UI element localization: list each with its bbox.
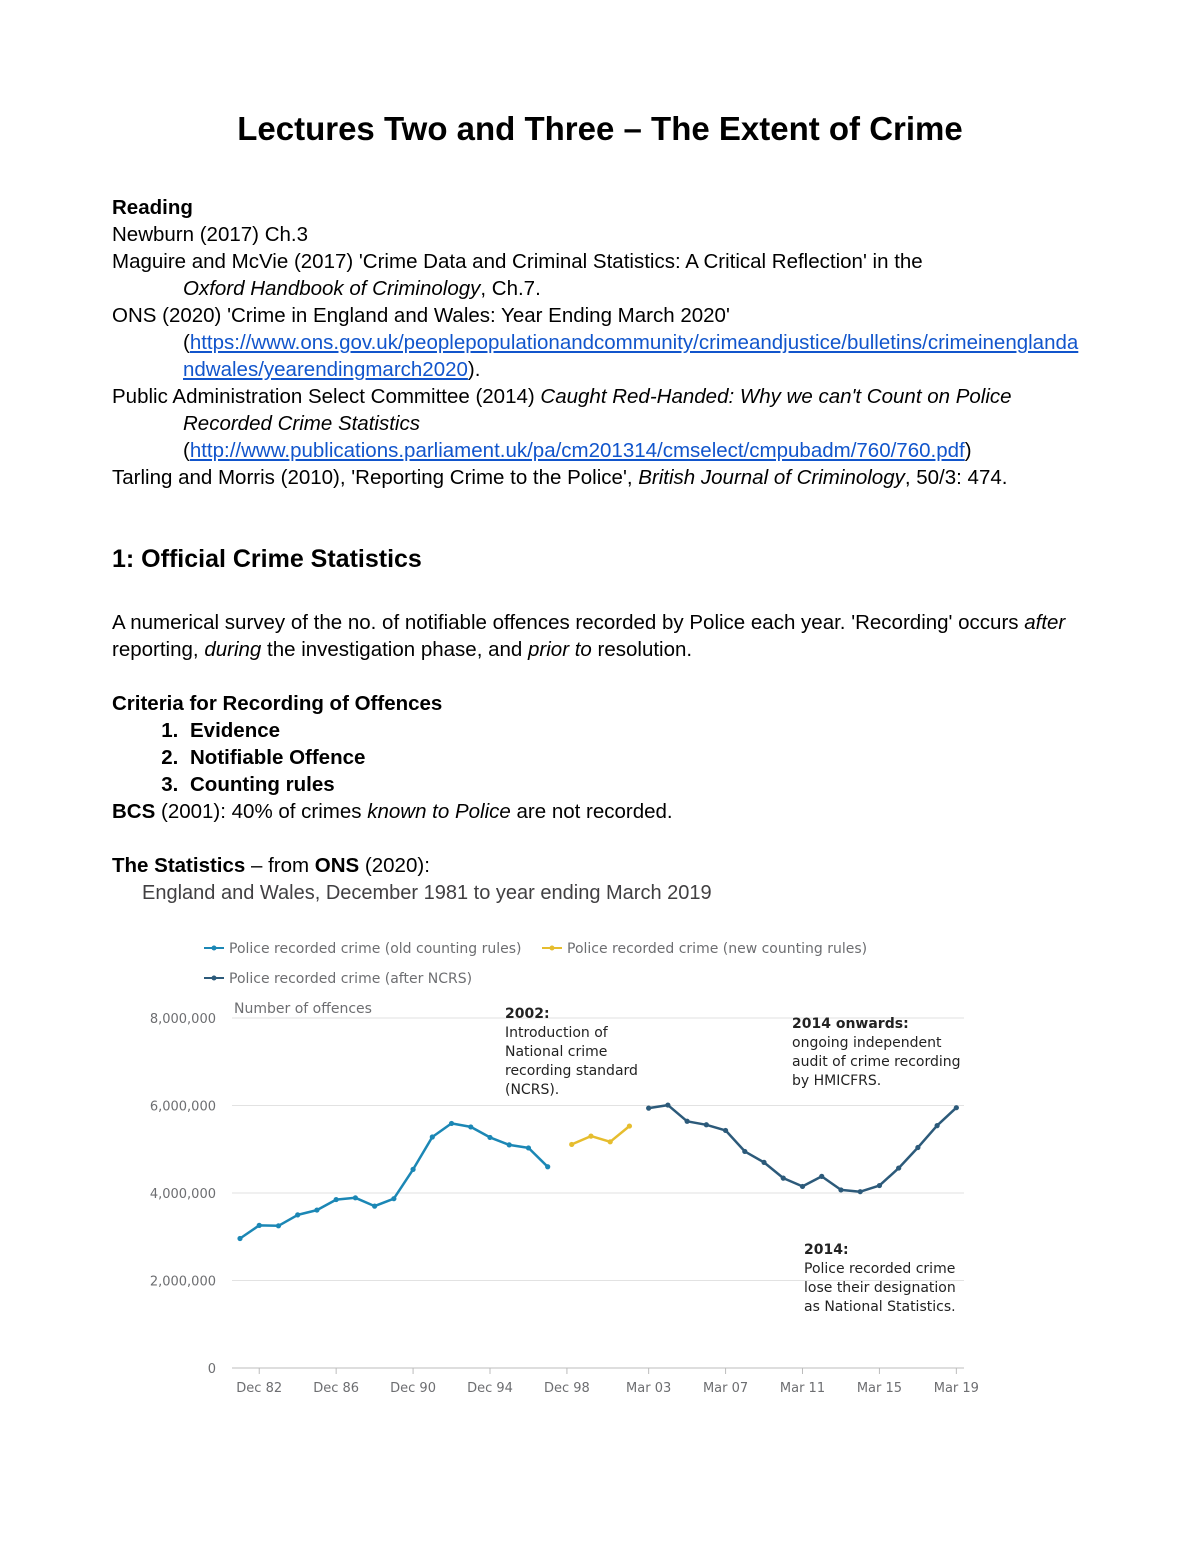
x-tick-label: Dec 82 bbox=[236, 1381, 283, 1396]
criteria-list bbox=[112, 717, 1088, 798]
data-point bbox=[665, 1102, 670, 1107]
crime-chart bbox=[112, 878, 992, 1398]
chart-svg bbox=[112, 878, 992, 1398]
data-point bbox=[608, 1139, 613, 1144]
x-tick-label: Mar 11 bbox=[779, 1381, 826, 1396]
definition-prior-to: prior to bbox=[528, 638, 592, 661]
chart-title: England and Wales, December 1981 to year ending March 2019 bbox=[142, 882, 712, 904]
annotation-text: audit of crime recording bbox=[792, 1054, 961, 1070]
data-point bbox=[545, 1164, 550, 1169]
statistics-ons: ONS bbox=[314, 854, 360, 877]
data-point bbox=[237, 1236, 242, 1241]
data-point bbox=[627, 1123, 632, 1128]
statistics-year: (2020): bbox=[359, 854, 430, 877]
legend-marker bbox=[550, 946, 555, 951]
data-point bbox=[410, 1167, 415, 1172]
reference-maguire bbox=[112, 248, 1088, 275]
x-tick-label: Dec 86 bbox=[313, 1381, 360, 1396]
reference-tarling bbox=[112, 464, 1088, 491]
data-point bbox=[430, 1134, 435, 1139]
legend-label: Police recorded crime (after NCRS) bbox=[229, 971, 473, 987]
data-point bbox=[588, 1134, 593, 1139]
statistics-label: The Statistics bbox=[112, 854, 246, 877]
criteria-item: 3. Counting rules bbox=[184, 771, 1088, 798]
reference-maguire-cont bbox=[112, 275, 1088, 302]
x-tick-label: Mar 15 bbox=[856, 1381, 903, 1396]
annotation-text: (NCRS). bbox=[505, 1082, 560, 1098]
annotation-heading: 2014: bbox=[804, 1242, 849, 1258]
data-point bbox=[819, 1174, 824, 1179]
criteria-item: 1. Evidence bbox=[184, 717, 1088, 744]
data-point bbox=[704, 1122, 709, 1127]
data-point bbox=[526, 1145, 531, 1150]
reference-ons: ONS (2020) 'Crime in England and Wales: Year Ending March 2020' bbox=[112, 304, 730, 327]
series-line bbox=[649, 1105, 957, 1192]
x-tick-label: Mar 19 bbox=[933, 1381, 979, 1396]
data-point bbox=[295, 1212, 300, 1217]
bcs-line bbox=[112, 798, 1088, 825]
legend-label: Police recorded crime (new counting rules) bbox=[567, 941, 868, 957]
data-point bbox=[742, 1149, 747, 1154]
data-point bbox=[468, 1124, 473, 1129]
annotation-text: ongoing independent bbox=[792, 1035, 942, 1051]
criteria-item: 2. Notifiable Offence bbox=[184, 744, 1088, 771]
data-point bbox=[685, 1119, 690, 1124]
definition-during: during bbox=[204, 638, 262, 661]
annotation-text: lose their designation bbox=[804, 1280, 956, 1296]
data-point bbox=[353, 1195, 358, 1200]
data-point bbox=[838, 1187, 843, 1192]
data-point bbox=[391, 1196, 396, 1201]
document-title: Lectures Two and Three – The Extent of Crime bbox=[237, 110, 963, 147]
data-point bbox=[449, 1121, 454, 1126]
data-point bbox=[487, 1135, 492, 1140]
reference-pasc-link-line: (http://www.publications.parliament.uk/pa/cm201314/cmselect/cmpubadm/760/760.pdf) bbox=[183, 439, 972, 462]
ons-link[interactable]: https://www.ons.gov.uk/peoplepopulationandcommunity/crimeandjustice/bulletins/crimeinenglandandwales/yearendingmarch2020 bbox=[183, 331, 1079, 381]
legend-marker bbox=[212, 946, 217, 951]
data-point bbox=[334, 1197, 339, 1202]
reference-newburn: Newburn (2017) Ch.3 bbox=[112, 223, 308, 246]
pasc-text: Public Administration Select Committee (2014) bbox=[112, 385, 541, 408]
data-point bbox=[372, 1204, 377, 1209]
data-point bbox=[569, 1142, 574, 1147]
annotation-text: as National Statistics. bbox=[804, 1299, 956, 1315]
x-tick-label: Dec 90 bbox=[390, 1381, 436, 1396]
handbook-title: Oxford Handbook of Criminology bbox=[183, 277, 481, 300]
reference-pasc bbox=[112, 383, 1088, 437]
reference-ons-link-line: (https://www.ons.gov.uk/peoplepopulationandcommunity/crimeandjustice/bulletins/crimeinenglandandwales/yearendingmarch2020). bbox=[183, 331, 1079, 381]
x-tick-label: Mar 07 bbox=[702, 1381, 749, 1396]
data-point bbox=[646, 1106, 651, 1111]
definition-text-1: A numerical survey of the no. of notifiable offences recorded by Police each year. 'Recording' occurs bbox=[112, 611, 1025, 634]
definition-after: after bbox=[1024, 611, 1066, 634]
section-heading-official-stats: 1: Official Crime Statistics bbox=[112, 545, 422, 573]
data-point bbox=[257, 1223, 262, 1228]
tarling-text: Tarling and Morris (2010), 'Reporting Crime to the Police', bbox=[112, 466, 639, 489]
x-tick-label: Dec 94 bbox=[467, 1381, 513, 1396]
data-point bbox=[915, 1145, 920, 1150]
data-point bbox=[276, 1223, 281, 1228]
annotation-text: recording standard bbox=[505, 1063, 638, 1079]
criteria-heading: Criteria for Recording of Offences bbox=[112, 692, 443, 715]
bcs-label: BCS bbox=[112, 800, 156, 823]
journal-volume: , 50/3: 474. bbox=[904, 466, 1008, 489]
reading-heading: Reading bbox=[112, 196, 193, 219]
data-point bbox=[954, 1105, 959, 1110]
annotation-text: Introduction of bbox=[505, 1025, 608, 1041]
legend-marker bbox=[212, 976, 217, 981]
x-tick-label: Mar 03 bbox=[626, 1381, 672, 1396]
statistics-line bbox=[112, 852, 1088, 879]
reading-section bbox=[112, 194, 1088, 491]
reference-maguire-text: Maguire and McVie (2017) 'Crime Data and Criminal Statistics: A Critical Reflection' in the bbox=[112, 250, 923, 273]
criteria-section bbox=[112, 690, 1088, 825]
y-tick-label: 4,000,000 bbox=[149, 1187, 216, 1202]
y-tick-label: 0 bbox=[207, 1362, 216, 1377]
data-point bbox=[858, 1189, 863, 1194]
y-tick-label: 6,000,000 bbox=[149, 1099, 216, 1115]
bcs-italic: known to Police bbox=[367, 800, 511, 823]
annotation-text: by HMICFRS. bbox=[792, 1073, 882, 1089]
y-tick-label: 2,000,000 bbox=[149, 1274, 216, 1290]
parliament-link[interactable]: http://www.publications.parliament.uk/pa/cm201314/cmselect/cmpubadm/760/760.pdf bbox=[189, 439, 965, 462]
data-point bbox=[877, 1183, 882, 1188]
data-point bbox=[935, 1123, 940, 1128]
data-point bbox=[314, 1207, 319, 1212]
annotation-text: Police recorded crime bbox=[804, 1261, 956, 1277]
series-line bbox=[572, 1126, 630, 1144]
y-tick-label: 8,000,000 bbox=[149, 1012, 216, 1027]
bcs-text-1: (2001): 40% of crimes bbox=[155, 800, 368, 823]
annotation-heading: 2014 onwards: bbox=[792, 1016, 909, 1032]
data-point bbox=[896, 1165, 901, 1170]
definition-paragraph bbox=[112, 609, 1088, 663]
journal-title: British Journal of Criminology bbox=[638, 466, 905, 489]
data-point bbox=[723, 1128, 728, 1133]
data-point bbox=[781, 1176, 786, 1181]
definition-text-3: the investigation phase, and bbox=[261, 638, 529, 661]
data-point bbox=[800, 1184, 805, 1189]
handbook-chapter: , Ch.7. bbox=[480, 277, 541, 300]
y-axis-label: Number of offences bbox=[234, 1001, 372, 1017]
statistics-from: – from bbox=[245, 854, 315, 877]
legend-label: Police recorded crime (old counting rules) bbox=[229, 941, 522, 957]
definition-text-2: reporting, bbox=[112, 638, 205, 661]
bcs-text-2: are not recorded. bbox=[510, 800, 673, 823]
annotation-text: National crime bbox=[505, 1044, 608, 1060]
data-point bbox=[507, 1142, 512, 1147]
pasc-report-title: Caught Red-Handed: Why we can't Count on Police Recorded Crime Statistics bbox=[183, 385, 1012, 435]
definition-text-4: resolution. bbox=[591, 638, 693, 661]
data-point bbox=[761, 1160, 766, 1165]
annotation-heading: 2002: bbox=[505, 1006, 550, 1022]
series-line bbox=[240, 1123, 548, 1238]
x-tick-label: Dec 98 bbox=[544, 1381, 590, 1396]
